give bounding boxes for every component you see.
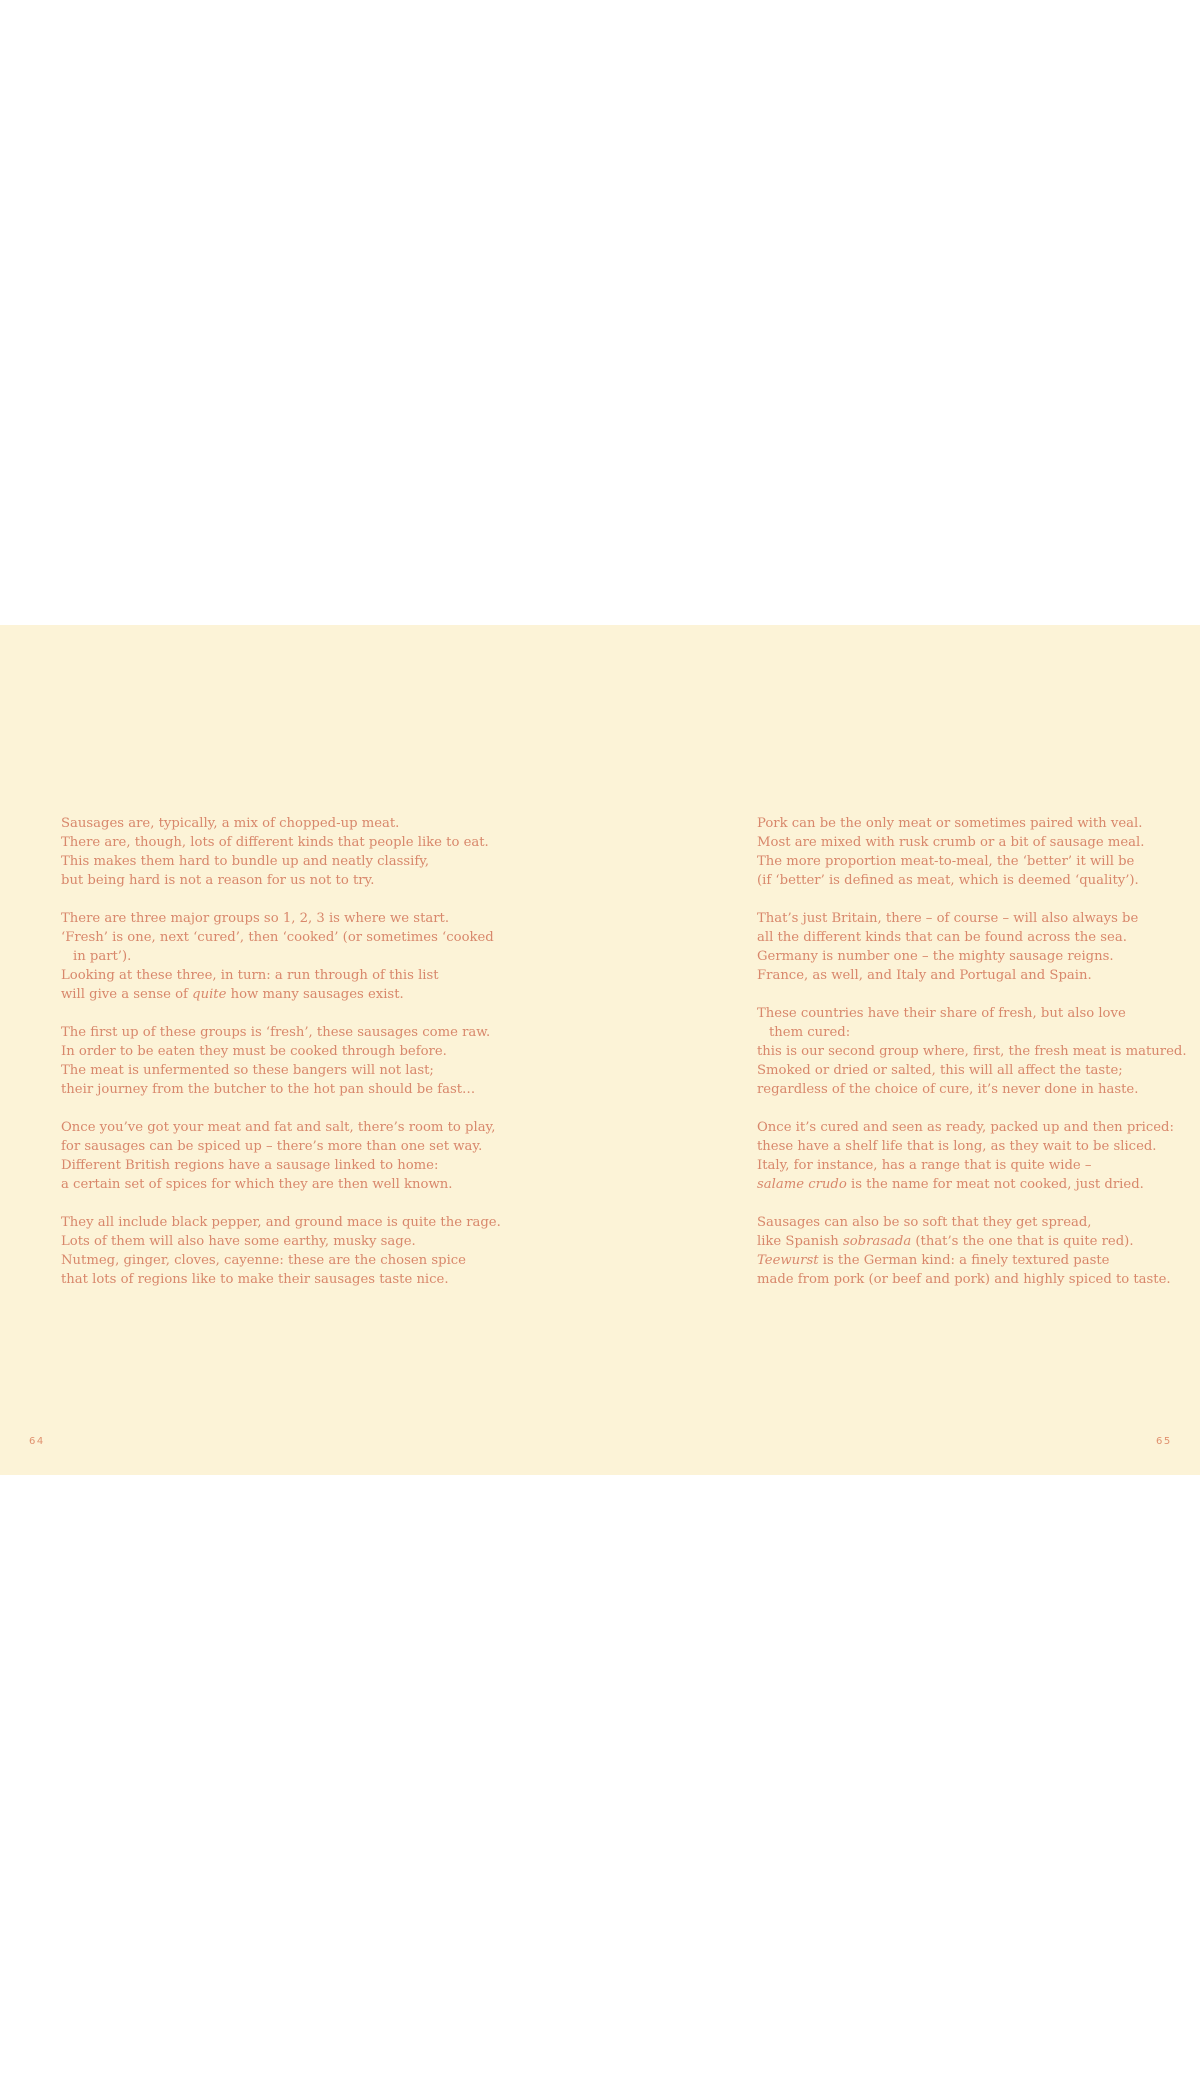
verse-text: like Spanish	[757, 1234, 843, 1249]
verse-text: is the German kind: a finely textured paste	[818, 1253, 1110, 1268]
verse-line: for sausages can be spiced up – there’s more than one set way.	[61, 1139, 483, 1154]
stanza	[757, 1004, 1187, 1099]
verse-line: these have a shelf life that is long, as they wait to be sliced.	[757, 1139, 1157, 1154]
verse-line: Sausages can also be so soft that they get spread,	[757, 1215, 1092, 1230]
stanza	[61, 909, 501, 1004]
verse-line: Pork can be the only meat or sometimes paired with veal.	[757, 816, 1143, 831]
verse-line: Different British regions have a sausage linked to home:	[61, 1158, 439, 1173]
verse-line	[757, 1232, 1187, 1251]
book-spread	[0, 625, 1200, 1475]
italic-term: Teewurst	[757, 1253, 819, 1268]
verse-line: this is our second group where, first, the fresh meat is matured.	[757, 1044, 1187, 1059]
stanza	[61, 1118, 501, 1194]
verse-text: how many sausages exist.	[226, 987, 404, 1002]
verse-line: their journey from the butcher to the hot pan should be fast…	[61, 1082, 476, 1097]
italic-term: quite	[192, 987, 227, 1002]
verse-line: That’s just Britain, there – of course – will also always be	[757, 911, 1139, 926]
verse-line: them cured:	[769, 1025, 851, 1040]
verse-line: Most are mixed with rusk crumb or a bit of sausage meal.	[757, 835, 1145, 850]
stanza	[61, 814, 501, 890]
right-page-poem	[757, 814, 1187, 1308]
stanza	[61, 1023, 501, 1099]
verse-line: but being hard is not a reason for us not to try.	[61, 873, 375, 888]
stanza	[757, 1213, 1187, 1289]
verse-line: Nutmeg, ginger, cloves, cayenne: these are the chosen spice	[61, 1253, 466, 1268]
verse-line: Sausages are, typically, a mix of chopped-up meat.	[61, 816, 400, 831]
verse-line: There are three major groups so 1, 2, 3 is where we start.	[61, 911, 450, 926]
verse-text: will give a sense of	[61, 987, 193, 1002]
page-number-left: 64	[29, 1436, 45, 1447]
verse-line: Looking at these three, in turn: a run through of this list	[61, 968, 439, 983]
verse-line: made from pork (or beef and pork) and highly spiced to taste.	[757, 1272, 1171, 1287]
verse-line	[61, 985, 501, 1004]
verse-line: all the different kinds that can be found across the sea.	[757, 930, 1127, 945]
italic-term: salame crudo	[757, 1177, 847, 1192]
verse-line	[757, 1175, 1187, 1194]
verse-line: The more proportion meat-to-meal, the ‘better’ it will be	[757, 854, 1135, 869]
verse-line: Once you’ve got your meat and fat and salt, there’s room to play,	[61, 1120, 496, 1135]
verse-line: These countries have their share of fresh, but also love	[757, 1006, 1126, 1021]
stanza	[757, 909, 1187, 985]
stanza	[757, 1118, 1187, 1194]
verse-line: regardless of the choice of cure, it’s never done in haste.	[757, 1082, 1139, 1097]
verse-line: Lots of them will also have some earthy, musky sage.	[61, 1234, 416, 1249]
verse-line: Germany is number one – the mighty sausage reigns.	[757, 949, 1114, 964]
verse-line: The first up of these groups is ‘fresh’, these sausages come raw.	[61, 1025, 491, 1040]
stanza	[61, 1213, 501, 1289]
verse-text: (that’s the one that is quite red).	[911, 1234, 1134, 1249]
italic-term: sobrasada	[842, 1234, 912, 1249]
verse-line: that lots of regions like to make their sausages taste nice.	[61, 1272, 449, 1287]
verse-text: is the name for meat not cooked, just dried.	[846, 1177, 1144, 1192]
verse-line: Once it’s cured and seen as ready, packed up and then priced:	[757, 1120, 1174, 1135]
verse-line: The meat is unfermented so these bangers will not last;	[61, 1063, 434, 1078]
verse-line: France, as well, and Italy and Portugal and Spain.	[757, 968, 1092, 983]
left-page-poem	[61, 814, 501, 1308]
verse-line: a certain set of spices for which they are then well known.	[61, 1177, 453, 1192]
verse-line: (if ‘better’ is defined as meat, which is deemed ‘quality’).	[757, 873, 1139, 888]
verse-line: This makes them hard to bundle up and neatly classify,	[61, 854, 430, 869]
verse-line: Smoked or dried or salted, this will all affect the taste;	[757, 1063, 1123, 1078]
verse-line: Italy, for instance, has a range that is quite wide –	[757, 1158, 1092, 1173]
verse-line: There are, though, lots of different kinds that people like to eat.	[61, 835, 489, 850]
verse-line: They all include black pepper, and ground mace is quite the rage.	[61, 1215, 501, 1230]
verse-line	[757, 1251, 1187, 1270]
stanza	[757, 814, 1187, 890]
verse-line: ‘Fresh’ is one, next ‘cured’, then ‘cooked’ (or sometimes ‘cooked	[61, 930, 494, 945]
verse-line: in part’).	[73, 949, 132, 964]
verse-line: In order to be eaten they must be cooked through before.	[61, 1044, 447, 1059]
page-number-right: 65	[1156, 1436, 1172, 1447]
